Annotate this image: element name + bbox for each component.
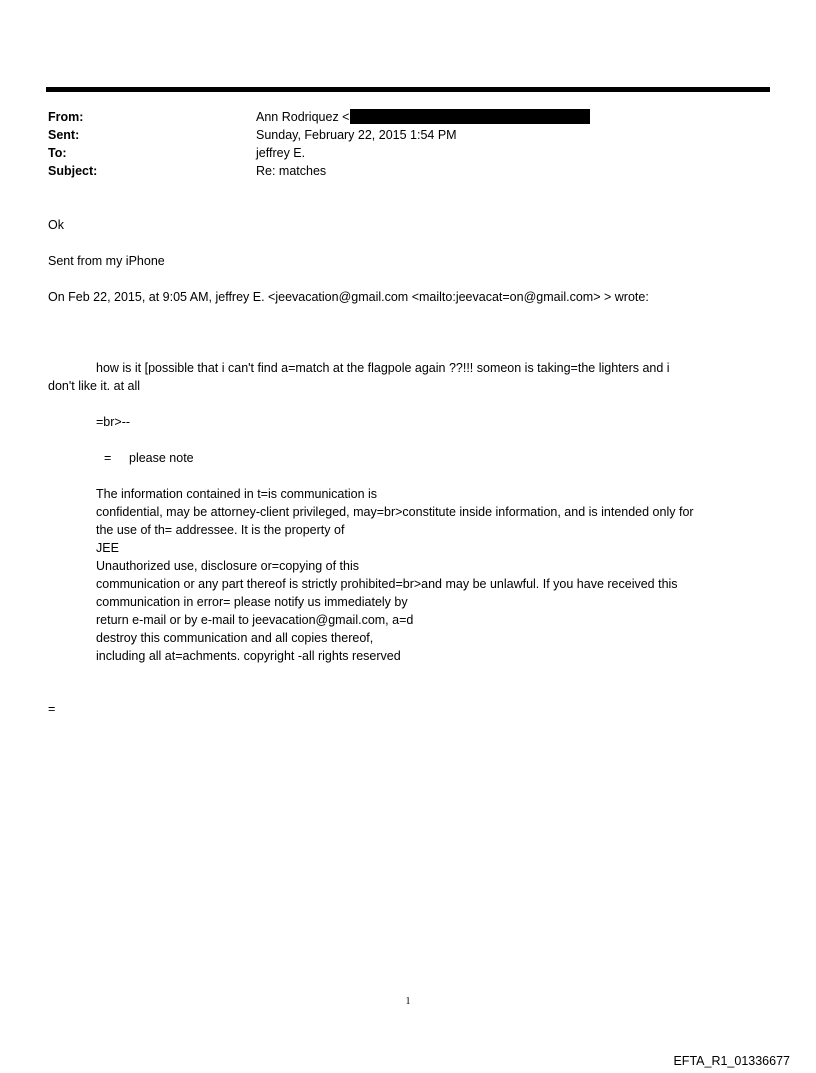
from-row (48, 108, 590, 126)
notice-line: return e-mail or by e-mail to jeevacation@gmail.com, a=d (96, 613, 414, 627)
quote-intro: On Feb 22, 2015, at 9:05 AM, jeffrey E. <jeevacation@gmail.com <mailto:jeevacat=on@gmail.com> > wrote: (48, 290, 649, 304)
to-value: jeffrey E. (256, 146, 306, 160)
subject-value: Re: matches (256, 164, 327, 178)
subject-row (48, 162, 590, 180)
page-number: 1 (405, 996, 411, 1007)
sent-value: Sunday, February 22, 2015 1:54 PM (256, 128, 457, 142)
notice-line: including all at=achments. copyright -all rights reserved (96, 649, 401, 663)
notice-line: communication or any part thereof is strictly prohibited=br>and may be unlawful. If you have received this (96, 577, 678, 591)
note-eq: = (104, 451, 112, 465)
redaction-box (350, 109, 590, 124)
sent-row (48, 126, 590, 144)
br-marker: =br>-- (96, 415, 131, 429)
email-header (48, 108, 590, 180)
notice-line: the use of th= addressee. It is the property of (96, 523, 345, 537)
quoted-line-1: how is it [possible that i can't find a=match at the flagpole again ??!!! someon is taking=the lighters and i (96, 361, 670, 375)
trailing-eq: = (48, 702, 56, 716)
confidentiality-notice (96, 485, 694, 665)
notice-line: destroy this communication and all copies thereof, (96, 631, 374, 645)
reply-text: Ok (48, 218, 64, 232)
header-rule (46, 87, 770, 92)
document-id: EFTA_R1_01336677 (673, 1054, 790, 1068)
sent-label: Sent: (48, 128, 80, 142)
from-label: From: (48, 110, 84, 124)
note-text: please note (129, 451, 194, 465)
notice-line: Unauthorized use, disclosure or=copying of this (96, 559, 359, 573)
to-row (48, 144, 590, 162)
notice-line: The information contained in t=is communication is (96, 487, 378, 501)
to-label: To: (48, 146, 67, 160)
subject-label: Subject: (48, 164, 98, 178)
notice-line: communication in error= please notify us immediately by (96, 595, 408, 609)
signature-text: Sent from my iPhone (48, 254, 165, 268)
notice-line: confidential, may be attorney-client privileged, may=br>constitute inside information, and is intended only for (96, 505, 694, 519)
quoted-line-2: don't like it. at all (48, 379, 141, 393)
from-value: Ann Rodriquez < (256, 110, 350, 124)
notice-line: JEE (96, 541, 119, 555)
